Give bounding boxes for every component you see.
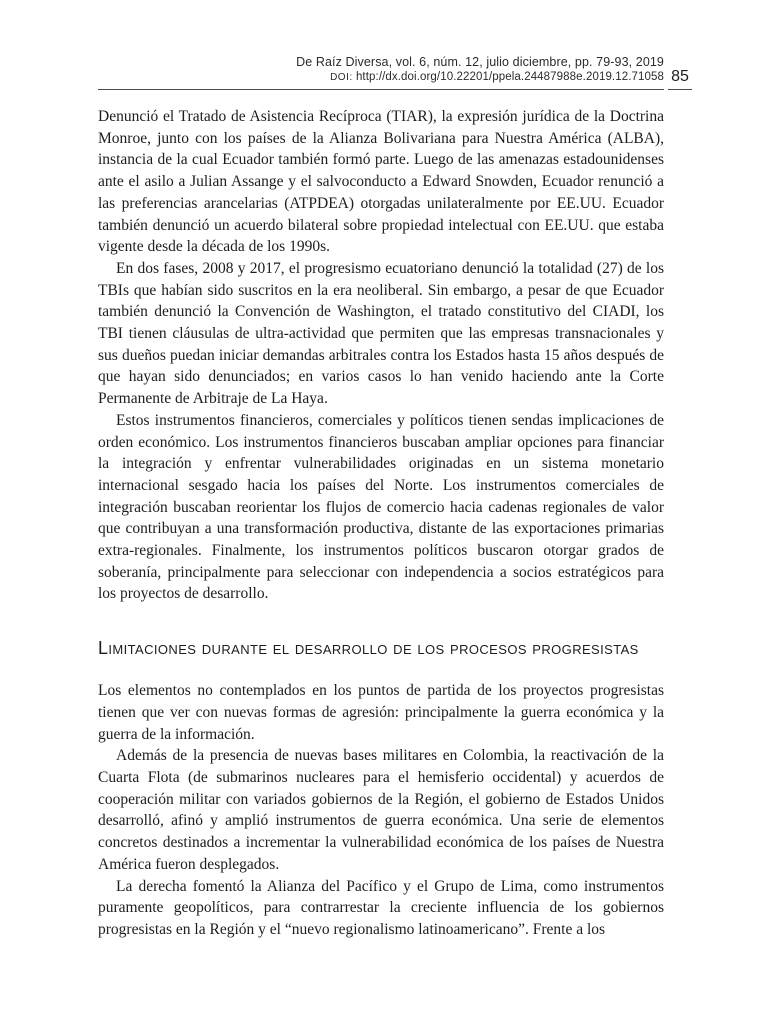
journal-citation-line: De Raíz Diversa, vol. 6, núm. 12, julio diciembre, pp. 79-93, 2019	[296, 55, 664, 69]
running-head	[98, 54, 664, 90]
body-paragraph: Denunció el Tratado de Asistencia Recíproca (TIAR), la expresión jurídica de la Doctrina Monroe, junto con los países de la Alianza Bolivariana para Nuestra América (ALBA), instancia de la cual Ecuador también formó parte. Luego de las amenazas estadounidenses ante el asilo a Julian Assange y el salvoconducto a Edward Snowden, Ecuador renunció a las preferencias arancelarias (ATPDEA) otorgadas unilateralmente por EE.UU. Ecuador también denunció un acuerdo bilateral sobre propiedad intelectual con EE.UU. que estaba vigente desde la década de los 1990s.	[98, 108, 664, 256]
body-paragraph: Estos instrumentos financieros, comerciales y políticos tienen sendas implicaciones de orden económico. Los instrumentos financieros buscaban ampliar opciones para financiar la integración y enfrentar vulnerabilidades originadas en un sistema monetario internacional sesgado hacia los países del Norte. Los instrumentos comerciales de integración buscaban reorientar los flujos de comercio hacia cadenas regionales de valor que contribuyan a una transformación productiva, distante de las exportaciones primarias extra-regionales. Finalmente, los instrumentos políticos buscaron otorgar grados de soberanía, principalmente para seleccionar con independencia a socios estratégicos para los proyectos de desarrollo.	[98, 411, 664, 603]
body-paragraph: La derecha fomentó la Alianza del Pacífico y el Grupo de Lima, como instrumentos puramente geopolíticos, para contrarrestar la creciente influencia de los gobiernos progresistas en la Región y el “nuevo regionalismo latinoamericano”. Frente a los	[98, 877, 664, 938]
body-paragraph: En dos fases, 2008 y 2017, el progresismo ecuatoriano denunció la totalidad (27) de los TBIs que habían sido suscritos en la era neoliberal. Sin embargo, a pesar de que Ecuador también denunció la Convención de Washington, el tratado constitutivo del CIADI, los TBI tienen cláusulas de ultra-actividad que permiten que las empresas transnacionales y sus dueños puedan iniciar demandas arbitrales contra los Estados hasta 15 años después de que hayan sido denunciados; en varios casos lo han venido haciendo ante la Corte Permanente de Arbitraje de La Haya.	[98, 259, 664, 408]
body-paragraph: Además de la presencia de nuevas bases militares en Colombia, la reactivación de la Cuarta Flota (de submarinos nucleares para el hemisferio occidental) y acuerdos de cooperación militar con variados gobiernos de la Región, el gobierno de Estados Unidos desarrolló, afinó y amplió instrumentos de guerra económica. Una serie de elementos concretos destinados a incrementar la vulnerabilidad económica de los países de Nuestra América fueron desplegados.	[98, 747, 664, 873]
page-number: 85	[668, 67, 692, 90]
doi-label: DOI:	[330, 72, 353, 83]
article-body	[98, 106, 664, 941]
doi-line	[98, 70, 664, 85]
doi-link[interactable]: http://dx.doi.org/10.22201/ppela.24487988e.2019.12.71058	[355, 71, 664, 83]
body-paragraph: Los elementos no contemplados en los puntos de partida de los proyectos progresistas tienen que ver con nuevas formas de agresión: principalmente la guerra económica y la guerra de la información.	[98, 682, 664, 743]
section-heading: Limitaciones durante el desarrollo de los procesos progresistas	[98, 638, 639, 659]
